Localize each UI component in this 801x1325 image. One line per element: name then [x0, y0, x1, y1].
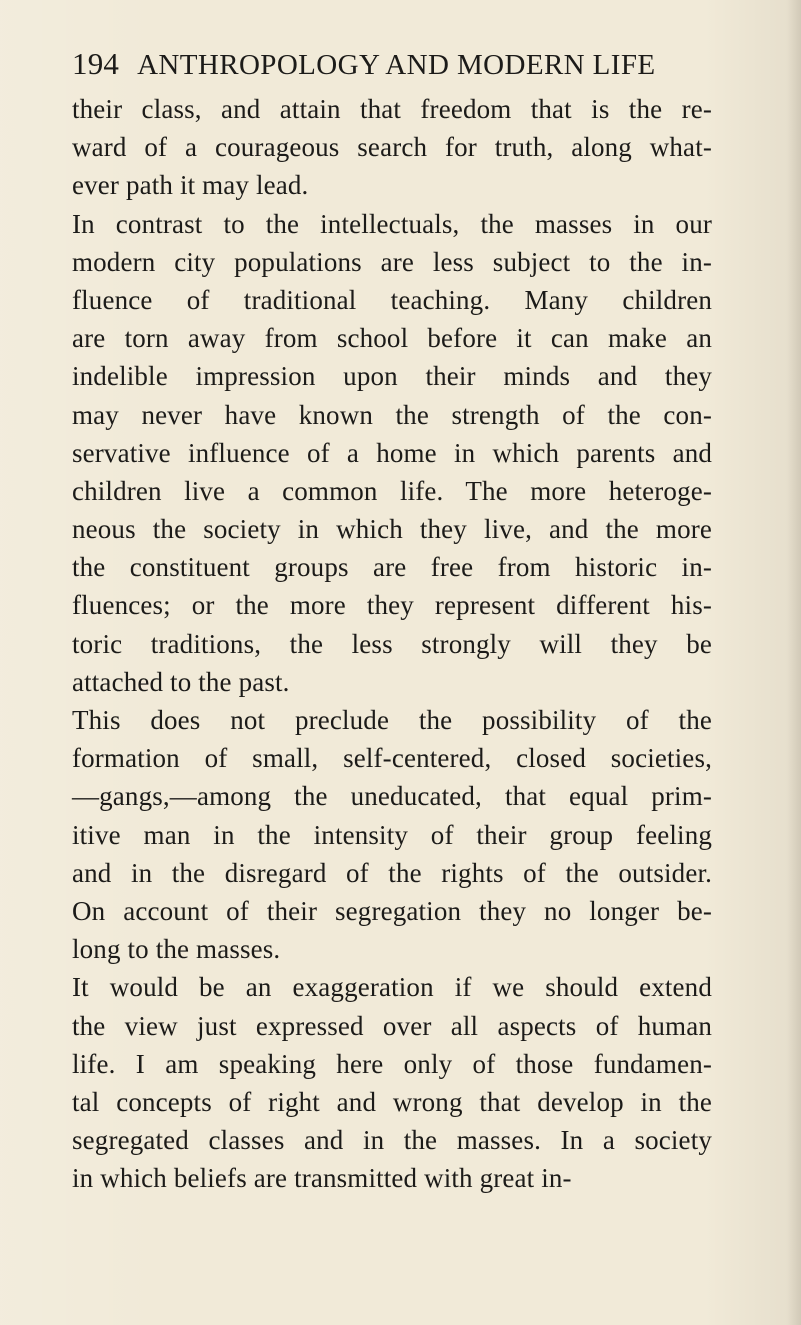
text-line: neous the society in which they live, and the more	[72, 514, 712, 545]
text-line: fluence of traditional teaching. Many children	[72, 284, 712, 315]
text-line: and in the disregard of the rights of the outsider.	[72, 857, 712, 888]
body-text	[72, 90, 712, 1197]
text-line: ever path it may lead.	[72, 170, 309, 201]
text-line: indelible impression upon their minds and they	[72, 361, 712, 392]
text-line: may never have known the strength of the con-	[72, 399, 712, 430]
text-line: attached to the past.	[72, 666, 290, 697]
text-line: formation of small, self-centered, closed societies,	[72, 743, 712, 774]
text-line: their class, and attain that freedom that is the re-	[72, 94, 712, 124]
text-line: in which beliefs are transmitted with great in-	[72, 1163, 572, 1194]
text-line: In contrast to the intellectuals, the masses in our	[72, 208, 712, 239]
text-line: are torn away from school before it can make an	[72, 323, 712, 354]
text-line: This does not preclude the possibility of the	[72, 705, 712, 735]
text-line: life. I am speaking here only of those fundamen-	[72, 1048, 712, 1079]
text-line: the view just expressed over all aspects of human	[72, 1010, 712, 1041]
text-line: the constituent groups are free from historic in-	[72, 552, 712, 583]
running-head	[72, 42, 722, 86]
text-line: modern city populations are less subject to the in-	[72, 246, 712, 277]
text-line: —gangs,—among the uneducated, that equal prim-	[72, 781, 712, 812]
text-line: servative influence of a home in which parents and	[72, 437, 712, 468]
text-line: fluences; or the more they represent different his-	[72, 590, 712, 621]
text-line: long to the masses.	[72, 934, 281, 965]
running-title: ANTHROPOLOGY AND MODERN LIFE	[137, 49, 656, 81]
text-line: segregated classes and in the masses. In a society	[72, 1125, 712, 1156]
text-line: It would be an exaggeration if we should extend	[72, 972, 712, 1003]
text-line: tal concepts of right and wrong that develop in the	[72, 1086, 712, 1117]
text-line: On account of their segregation they no longer be-	[72, 895, 712, 926]
text-line: itive man in the intensity of their group feeling	[72, 819, 712, 850]
page-number: 194	[72, 46, 120, 81]
text-line: ward of a courageous search for truth, along what-	[72, 132, 712, 163]
text-line: children live a common life. The more heteroge-	[72, 475, 712, 506]
page-edge-shadow	[787, 0, 801, 1325]
text-line: toric traditions, the less strongly will they be	[72, 628, 712, 659]
